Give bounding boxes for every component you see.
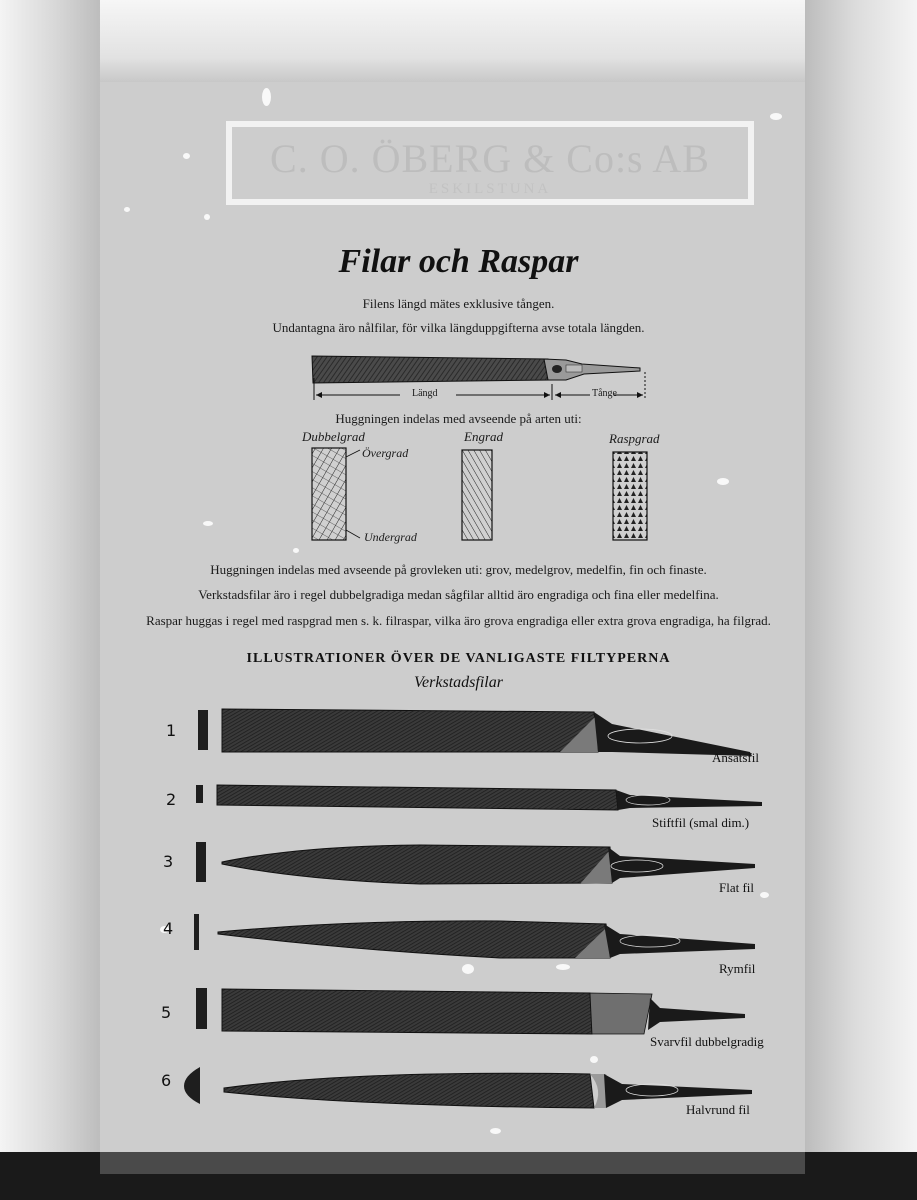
single-cut-sample [462, 450, 492, 540]
file-1-illustration [198, 709, 752, 756]
workshop-files-paragraph: Verkstadsfilar äro i regel dubbelgradiga medan sågfilar alltid äro engradiga och fina eller medelfina. [198, 587, 719, 602]
tang-label: Tånge [592, 388, 617, 399]
page-title: Filar och Raspar [338, 243, 579, 280]
intro-line-1: Filens längd mätes exklusive tången. [362, 296, 555, 311]
file-number-2: 2 [166, 790, 177, 809]
file-number-5: 5 [161, 1003, 172, 1022]
undercut-label: Undergrad [364, 530, 417, 544]
single-cut-label: Engrad [464, 429, 503, 444]
file-5-illustration [196, 988, 745, 1034]
rasp-cut-sample [613, 452, 647, 540]
section-subheading: Verkstadsfilar [414, 674, 503, 691]
file-6-illustration [184, 1067, 752, 1108]
file-2-illustration [196, 785, 762, 810]
file-name-5: Svarvfil dubbelgradig [650, 1034, 764, 1049]
file-name-6: Halvrund fil [686, 1102, 750, 1117]
section-heading: ILLUSTRATIONER ÖVER DE VANLIGASTE FILTYPERNA [246, 651, 671, 666]
rasp-cut-label: Raspgrad [609, 431, 660, 446]
file-name-1: Ansatsfil [712, 750, 759, 765]
company-name-faded: C. O. ÖBERG & Co:s AB [270, 136, 710, 181]
intro-line-2: Undantagna äro nålfilar, för vilka längduppgifterna avse totala längden. [272, 320, 645, 335]
double-cut-sample [312, 448, 360, 540]
coarseness-paragraph: Huggningen indelas med avseende på grovleken uti: grov, medelgrov, medelfin, fin och finaste. [210, 562, 707, 577]
file-name-4: Rymfil [719, 961, 756, 976]
file-number-1: 1 [166, 721, 177, 740]
file-name-3: Flat fil [719, 880, 755, 895]
length-label: Längd [412, 388, 438, 399]
file-number-3: 3 [163, 852, 174, 871]
file-name-2: Stiftfil (smal dim.) [652, 815, 750, 830]
overcut-label: Övergrad [362, 446, 409, 460]
cut-type-intro: Huggningen indelas med avseende på arten uti: [335, 411, 582, 426]
file-number-6: 6 [161, 1071, 172, 1090]
file-3-illustration [196, 842, 755, 884]
file-4-illustration [194, 914, 755, 958]
company-city-faded: ESKILSTUNA [428, 181, 552, 197]
file-number-4: 4 [163, 919, 174, 938]
double-cut-label: Dubbelgrad [302, 429, 365, 444]
rasps-paragraph: Raspar huggas i regel med raspgrad men s. k. filraspar, vilka äro grova engradiga eller extra grova engradiga, ha filgrad. [146, 613, 771, 628]
